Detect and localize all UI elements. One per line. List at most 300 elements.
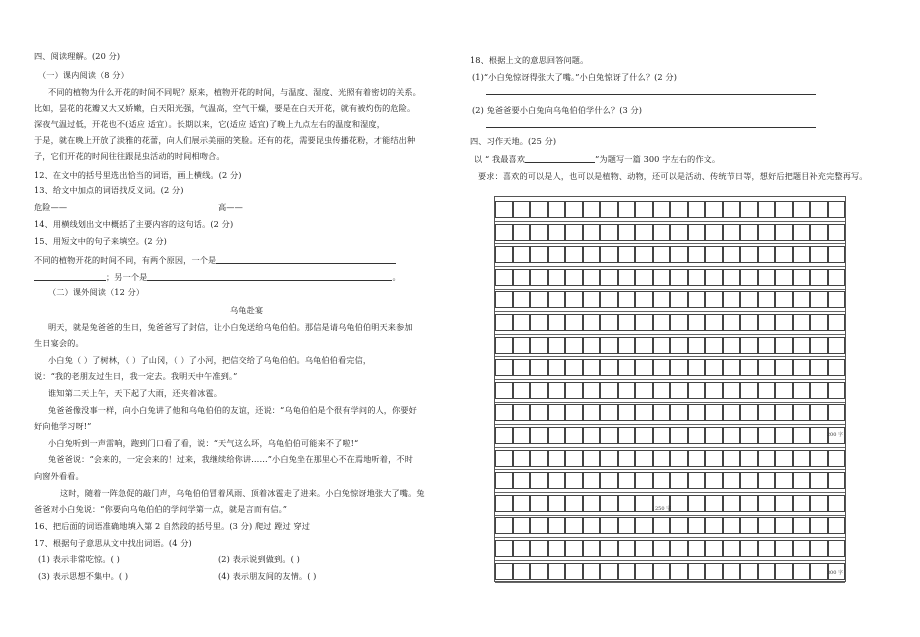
grid-cell[interactable] bbox=[495, 246, 513, 263]
grid-cell[interactable] bbox=[688, 291, 706, 308]
grid-cell[interactable] bbox=[810, 291, 828, 308]
grid-cell[interactable] bbox=[548, 314, 566, 331]
grid-cell[interactable] bbox=[565, 472, 583, 489]
grid-cell[interactable] bbox=[740, 563, 758, 580]
grid-cell[interactable] bbox=[670, 450, 688, 467]
grid-cell[interactable] bbox=[495, 450, 513, 467]
grid-cell[interactable] bbox=[775, 472, 793, 489]
grid-cell[interactable] bbox=[670, 291, 688, 308]
grid-cell[interactable] bbox=[548, 427, 566, 444]
grid-cell[interactable] bbox=[740, 472, 758, 489]
grid-cell[interactable] bbox=[705, 382, 723, 399]
grid-cell[interactable] bbox=[705, 563, 723, 580]
grid-cell[interactable] bbox=[548, 269, 566, 286]
grid-cell[interactable] bbox=[495, 337, 513, 354]
grid-cell[interactable] bbox=[618, 495, 636, 512]
grid-cell[interactable] bbox=[495, 495, 513, 512]
grid-cell[interactable] bbox=[775, 382, 793, 399]
grid-cell[interactable] bbox=[670, 382, 688, 399]
grid-cell[interactable] bbox=[705, 224, 723, 241]
grid-cell[interactable] bbox=[653, 314, 671, 331]
grid-cell[interactable] bbox=[530, 291, 548, 308]
grid-cell[interactable] bbox=[705, 269, 723, 286]
grid-cell[interactable] bbox=[495, 472, 513, 489]
grid-cell[interactable] bbox=[583, 291, 601, 308]
grid-cell[interactable] bbox=[495, 563, 513, 580]
grid-cell[interactable] bbox=[618, 517, 636, 534]
grid-cell[interactable] bbox=[513, 269, 531, 286]
grid-cell[interactable] bbox=[565, 450, 583, 467]
grid-cell[interactable] bbox=[565, 404, 583, 421]
grid-cell[interactable] bbox=[705, 359, 723, 376]
grid-cell[interactable] bbox=[635, 269, 653, 286]
grid-cell[interactable] bbox=[705, 314, 723, 331]
grid-cell[interactable] bbox=[513, 314, 531, 331]
grid-cell[interactable] bbox=[600, 450, 618, 467]
grid-cell[interactable] bbox=[513, 224, 531, 241]
grid-cell[interactable] bbox=[583, 224, 601, 241]
grid-cell[interactable] bbox=[635, 291, 653, 308]
grid-cell[interactable] bbox=[653, 359, 671, 376]
grid-cell[interactable] bbox=[810, 404, 828, 421]
grid-cell[interactable] bbox=[810, 517, 828, 534]
grid-cell[interactable] bbox=[600, 246, 618, 263]
grid-cell[interactable] bbox=[828, 201, 846, 218]
grid-cell[interactable] bbox=[635, 404, 653, 421]
grid-cell[interactable] bbox=[810, 337, 828, 354]
grid-cell[interactable] bbox=[688, 450, 706, 467]
grid-cell[interactable] bbox=[635, 224, 653, 241]
grid-cell[interactable] bbox=[775, 563, 793, 580]
grid-cell[interactable] bbox=[688, 540, 706, 557]
grid-cell[interactable] bbox=[793, 291, 811, 308]
grid-cell[interactable] bbox=[723, 404, 741, 421]
grid-cell[interactable] bbox=[758, 404, 776, 421]
grid-cell[interactable] bbox=[688, 427, 706, 444]
grid-cell[interactable] bbox=[775, 201, 793, 218]
grid-cell[interactable] bbox=[810, 314, 828, 331]
grid-cell[interactable] bbox=[670, 269, 688, 286]
grid-cell[interactable] bbox=[705, 472, 723, 489]
grid-cell[interactable] bbox=[513, 246, 531, 263]
grid-cell[interactable] bbox=[775, 269, 793, 286]
grid-cell[interactable] bbox=[688, 314, 706, 331]
grid-cell[interactable] bbox=[530, 517, 548, 534]
grid-cell[interactable] bbox=[775, 224, 793, 241]
grid-cell[interactable] bbox=[653, 291, 671, 308]
grid-cell[interactable] bbox=[495, 404, 513, 421]
grid-cell[interactable] bbox=[530, 382, 548, 399]
grid-cell[interactable] bbox=[688, 404, 706, 421]
grid-cell[interactable] bbox=[548, 517, 566, 534]
grid-cell[interactable] bbox=[793, 517, 811, 534]
grid-cell[interactable] bbox=[758, 201, 776, 218]
grid-cell[interactable] bbox=[705, 517, 723, 534]
grid-cell[interactable] bbox=[565, 291, 583, 308]
grid-cell[interactable] bbox=[793, 359, 811, 376]
grid-cell[interactable] bbox=[740, 291, 758, 308]
grid-cell[interactable] bbox=[548, 450, 566, 467]
grid-cell[interactable] bbox=[810, 495, 828, 512]
grid-cell[interactable] bbox=[635, 246, 653, 263]
grid-cell[interactable] bbox=[688, 472, 706, 489]
grid-cell[interactable] bbox=[583, 246, 601, 263]
grid-cell[interactable] bbox=[618, 450, 636, 467]
grid-cell[interactable] bbox=[740, 359, 758, 376]
grid-cell[interactable] bbox=[705, 450, 723, 467]
grid-cell[interactable] bbox=[635, 540, 653, 557]
grid-cell[interactable] bbox=[583, 427, 601, 444]
grid-cell[interactable] bbox=[530, 201, 548, 218]
grid-cell[interactable] bbox=[600, 495, 618, 512]
grid-cell[interactable] bbox=[775, 246, 793, 263]
grid-cell[interactable] bbox=[688, 495, 706, 512]
grid-cell[interactable] bbox=[635, 563, 653, 580]
grid-cell[interactable] bbox=[565, 246, 583, 263]
grid-cell[interactable] bbox=[810, 269, 828, 286]
grid-cell[interactable] bbox=[670, 540, 688, 557]
grid-cell[interactable] bbox=[600, 314, 618, 331]
grid-cell[interactable] bbox=[723, 359, 741, 376]
grid-cell[interactable] bbox=[740, 540, 758, 557]
grid-cell[interactable] bbox=[688, 563, 706, 580]
grid-cell[interactable] bbox=[635, 427, 653, 444]
grid-cell[interactable] bbox=[513, 404, 531, 421]
grid-cell[interactable] bbox=[705, 337, 723, 354]
grid-cell[interactable] bbox=[740, 495, 758, 512]
grid-cell[interactable] bbox=[810, 359, 828, 376]
grid-cell[interactable] bbox=[828, 291, 846, 308]
grid-cell[interactable] bbox=[793, 224, 811, 241]
grid-cell[interactable] bbox=[670, 337, 688, 354]
grid-cell[interactable] bbox=[548, 291, 566, 308]
grid-cell[interactable] bbox=[758, 563, 776, 580]
grid-cell[interactable] bbox=[530, 404, 548, 421]
grid-cell[interactable] bbox=[758, 382, 776, 399]
grid-cell[interactable] bbox=[810, 450, 828, 467]
grid-cell[interactable] bbox=[670, 427, 688, 444]
grid-cell[interactable] bbox=[600, 269, 618, 286]
grid-cell[interactable] bbox=[583, 450, 601, 467]
grid-cell[interactable] bbox=[635, 314, 653, 331]
grid-cell[interactable] bbox=[635, 517, 653, 534]
grid-cell[interactable] bbox=[565, 201, 583, 218]
grid-cell[interactable] bbox=[723, 314, 741, 331]
grid-cell[interactable] bbox=[810, 382, 828, 399]
essay-writing-grid[interactable] bbox=[494, 196, 846, 582]
essay-title-blank[interactable] bbox=[525, 154, 595, 163]
grid-cell[interactable] bbox=[723, 224, 741, 241]
grid-cell[interactable] bbox=[600, 563, 618, 580]
grid-cell[interactable] bbox=[793, 450, 811, 467]
grid-cell[interactable] bbox=[758, 269, 776, 286]
grid-cell[interactable] bbox=[653, 450, 671, 467]
grid-cell[interactable] bbox=[670, 472, 688, 489]
grid-cell[interactable] bbox=[810, 201, 828, 218]
grid-cell[interactable] bbox=[758, 314, 776, 331]
grid-cell[interactable] bbox=[530, 450, 548, 467]
grid-cell[interactable] bbox=[513, 495, 531, 512]
grid-cell[interactable] bbox=[793, 337, 811, 354]
grid-cell[interactable] bbox=[565, 359, 583, 376]
q15-blank-2[interactable] bbox=[34, 272, 106, 281]
grid-cell[interactable] bbox=[758, 517, 776, 534]
grid-cell[interactable] bbox=[705, 495, 723, 512]
grid-cell[interactable] bbox=[583, 563, 601, 580]
grid-cell[interactable] bbox=[618, 224, 636, 241]
grid-cell[interactable] bbox=[793, 427, 811, 444]
grid-cell[interactable] bbox=[758, 291, 776, 308]
grid-cell[interactable] bbox=[513, 359, 531, 376]
grid-cell[interactable] bbox=[793, 201, 811, 218]
grid-cell[interactable] bbox=[495, 201, 513, 218]
grid-cell[interactable] bbox=[758, 472, 776, 489]
grid-cell[interactable] bbox=[723, 382, 741, 399]
grid-cell[interactable] bbox=[513, 450, 531, 467]
grid-cell[interactable] bbox=[513, 291, 531, 308]
grid-cell[interactable] bbox=[618, 201, 636, 218]
grid-cell[interactable] bbox=[723, 450, 741, 467]
grid-cell[interactable] bbox=[723, 291, 741, 308]
grid-cell[interactable] bbox=[530, 495, 548, 512]
grid-cell[interactable] bbox=[583, 472, 601, 489]
grid-cell[interactable] bbox=[600, 540, 618, 557]
q15-blank-3[interactable] bbox=[147, 272, 392, 281]
grid-cell[interactable] bbox=[653, 382, 671, 399]
grid-cell[interactable] bbox=[618, 472, 636, 489]
grid-cell[interactable] bbox=[618, 404, 636, 421]
grid-cell[interactable] bbox=[758, 246, 776, 263]
grid-cell[interactable] bbox=[828, 337, 846, 354]
grid-cell[interactable] bbox=[723, 337, 741, 354]
grid-cell[interactable] bbox=[618, 246, 636, 263]
grid-cell[interactable] bbox=[670, 404, 688, 421]
grid-cell[interactable] bbox=[635, 472, 653, 489]
grid-cell[interactable] bbox=[740, 404, 758, 421]
grid-cell[interactable] bbox=[495, 517, 513, 534]
grid-cell[interactable] bbox=[495, 291, 513, 308]
grid-cell[interactable] bbox=[775, 427, 793, 444]
grid-cell[interactable] bbox=[495, 224, 513, 241]
grid-cell[interactable] bbox=[828, 495, 846, 512]
grid-cell[interactable] bbox=[600, 404, 618, 421]
grid-cell[interactable] bbox=[775, 517, 793, 534]
grid-cell[interactable] bbox=[723, 517, 741, 534]
grid-cell[interactable] bbox=[758, 450, 776, 467]
grid-cell[interactable] bbox=[618, 540, 636, 557]
grid-cell[interactable] bbox=[828, 224, 846, 241]
grid-cell[interactable] bbox=[810, 472, 828, 489]
grid-cell[interactable] bbox=[548, 404, 566, 421]
grid-cell[interactable] bbox=[775, 337, 793, 354]
grid-cell[interactable] bbox=[635, 495, 653, 512]
grid-cell[interactable] bbox=[740, 246, 758, 263]
grid-cell[interactable] bbox=[565, 224, 583, 241]
grid-cell[interactable] bbox=[740, 337, 758, 354]
grid-cell[interactable] bbox=[723, 495, 741, 512]
grid-cell[interactable] bbox=[495, 359, 513, 376]
grid-cell[interactable] bbox=[548, 224, 566, 241]
grid-cell[interactable] bbox=[828, 382, 846, 399]
grid-cell[interactable] bbox=[600, 427, 618, 444]
grid-cell[interactable] bbox=[653, 472, 671, 489]
grid-cell[interactable] bbox=[758, 540, 776, 557]
grid-cell[interactable] bbox=[793, 495, 811, 512]
grid-cell[interactable] bbox=[565, 427, 583, 444]
grid-cell[interactable] bbox=[600, 359, 618, 376]
grid-cell[interactable] bbox=[688, 359, 706, 376]
grid-cell[interactable] bbox=[828, 517, 846, 534]
grid-cell[interactable] bbox=[653, 337, 671, 354]
grid-cell[interactable] bbox=[740, 269, 758, 286]
grid-cell[interactable] bbox=[548, 563, 566, 580]
grid-cell[interactable] bbox=[513, 201, 531, 218]
grid-cell[interactable] bbox=[705, 427, 723, 444]
grid-cell[interactable] bbox=[565, 495, 583, 512]
grid-cell[interactable] bbox=[635, 450, 653, 467]
grid-cell[interactable] bbox=[723, 269, 741, 286]
grid-cell[interactable] bbox=[530, 224, 548, 241]
grid-cell[interactable] bbox=[653, 427, 671, 444]
grid-cell[interactable] bbox=[495, 540, 513, 557]
grid-cell[interactable] bbox=[828, 359, 846, 376]
grid-cell[interactable] bbox=[828, 472, 846, 489]
grid-cell[interactable] bbox=[635, 382, 653, 399]
q18-1-answer-line[interactable] bbox=[486, 86, 816, 95]
grid-cell[interactable] bbox=[723, 472, 741, 489]
grid-cell[interactable] bbox=[758, 359, 776, 376]
grid-cell[interactable] bbox=[600, 517, 618, 534]
grid-cell[interactable] bbox=[530, 314, 548, 331]
grid-cell[interactable] bbox=[740, 224, 758, 241]
grid-cell[interactable] bbox=[705, 246, 723, 263]
grid-cell[interactable] bbox=[583, 337, 601, 354]
grid-cell[interactable] bbox=[583, 382, 601, 399]
grid-cell[interactable] bbox=[653, 246, 671, 263]
grid-cell[interactable] bbox=[618, 314, 636, 331]
grid-cell[interactable] bbox=[513, 382, 531, 399]
grid-cell[interactable] bbox=[670, 246, 688, 263]
grid-cell[interactable] bbox=[583, 517, 601, 534]
grid-cell[interactable] bbox=[828, 450, 846, 467]
grid-cell[interactable] bbox=[723, 201, 741, 218]
grid-cell[interactable] bbox=[775, 495, 793, 512]
grid-cell[interactable] bbox=[583, 201, 601, 218]
grid-cell[interactable] bbox=[758, 495, 776, 512]
grid-cell[interactable] bbox=[793, 314, 811, 331]
q18-2-answer-line[interactable] bbox=[486, 119, 816, 128]
grid-cell[interactable] bbox=[810, 246, 828, 263]
grid-cell[interactable] bbox=[583, 359, 601, 376]
grid-cell[interactable] bbox=[810, 540, 828, 557]
grid-cell[interactable] bbox=[758, 337, 776, 354]
grid-cell[interactable] bbox=[758, 224, 776, 241]
grid-cell[interactable] bbox=[548, 540, 566, 557]
grid-cell[interactable] bbox=[600, 291, 618, 308]
grid-cell[interactable] bbox=[653, 201, 671, 218]
grid-cell[interactable] bbox=[723, 427, 741, 444]
grid-cell[interactable] bbox=[775, 314, 793, 331]
grid-cell[interactable] bbox=[705, 404, 723, 421]
grid-cell[interactable] bbox=[688, 517, 706, 534]
grid-cell[interactable] bbox=[495, 314, 513, 331]
grid-cell[interactable] bbox=[705, 201, 723, 218]
grid-cell[interactable] bbox=[670, 563, 688, 580]
grid-cell[interactable] bbox=[583, 495, 601, 512]
grid-cell[interactable] bbox=[723, 563, 741, 580]
grid-cell[interactable] bbox=[810, 224, 828, 241]
grid-cell[interactable] bbox=[583, 314, 601, 331]
grid-cell[interactable] bbox=[670, 359, 688, 376]
grid-cell[interactable] bbox=[688, 224, 706, 241]
grid-cell[interactable] bbox=[565, 540, 583, 557]
grid-cell[interactable] bbox=[495, 269, 513, 286]
grid-cell[interactable] bbox=[670, 224, 688, 241]
grid-cell[interactable] bbox=[723, 246, 741, 263]
grid-cell[interactable] bbox=[828, 246, 846, 263]
grid-cell[interactable] bbox=[793, 404, 811, 421]
grid-cell[interactable] bbox=[653, 269, 671, 286]
grid-cell[interactable] bbox=[530, 427, 548, 444]
grid-cell[interactable] bbox=[548, 201, 566, 218]
grid-cell[interactable] bbox=[810, 563, 828, 580]
grid-cell[interactable] bbox=[618, 337, 636, 354]
grid-cell[interactable] bbox=[565, 269, 583, 286]
grid-cell[interactable] bbox=[548, 337, 566, 354]
grid-cell[interactable] bbox=[740, 427, 758, 444]
grid-cell[interactable] bbox=[740, 201, 758, 218]
grid-cell[interactable] bbox=[565, 382, 583, 399]
grid-cell[interactable] bbox=[565, 563, 583, 580]
grid-cell[interactable] bbox=[530, 359, 548, 376]
grid-cell[interactable] bbox=[635, 359, 653, 376]
grid-cell[interactable] bbox=[618, 563, 636, 580]
grid-cell[interactable] bbox=[530, 472, 548, 489]
grid-cell[interactable] bbox=[600, 337, 618, 354]
grid-cell[interactable] bbox=[530, 269, 548, 286]
grid-cell[interactable] bbox=[793, 269, 811, 286]
grid-cell[interactable] bbox=[705, 291, 723, 308]
grid-cell[interactable] bbox=[513, 427, 531, 444]
grid-cell[interactable] bbox=[618, 382, 636, 399]
grid-cell[interactable] bbox=[618, 269, 636, 286]
grid-cell[interactable] bbox=[495, 427, 513, 444]
grid-cell[interactable] bbox=[583, 540, 601, 557]
grid-cell[interactable] bbox=[495, 382, 513, 399]
grid-cell[interactable] bbox=[565, 314, 583, 331]
grid-cell[interactable] bbox=[688, 269, 706, 286]
grid-cell[interactable] bbox=[530, 563, 548, 580]
grid-cell[interactable] bbox=[513, 517, 531, 534]
grid-cell[interactable] bbox=[775, 540, 793, 557]
grid-cell[interactable] bbox=[828, 540, 846, 557]
grid-cell[interactable] bbox=[565, 517, 583, 534]
grid-cell[interactable] bbox=[793, 540, 811, 557]
grid-cell[interactable] bbox=[600, 472, 618, 489]
grid-cell[interactable] bbox=[775, 404, 793, 421]
grid-cell[interactable] bbox=[775, 291, 793, 308]
grid-cell[interactable] bbox=[600, 201, 618, 218]
grid-cell[interactable] bbox=[688, 246, 706, 263]
grid-cell[interactable] bbox=[548, 472, 566, 489]
grid-cell[interactable] bbox=[530, 337, 548, 354]
grid-cell[interactable] bbox=[530, 540, 548, 557]
grid-cell[interactable] bbox=[828, 269, 846, 286]
grid-cell[interactable] bbox=[653, 404, 671, 421]
grid-cell[interactable] bbox=[565, 337, 583, 354]
grid-cell[interactable] bbox=[740, 450, 758, 467]
grid-cell[interactable] bbox=[548, 359, 566, 376]
